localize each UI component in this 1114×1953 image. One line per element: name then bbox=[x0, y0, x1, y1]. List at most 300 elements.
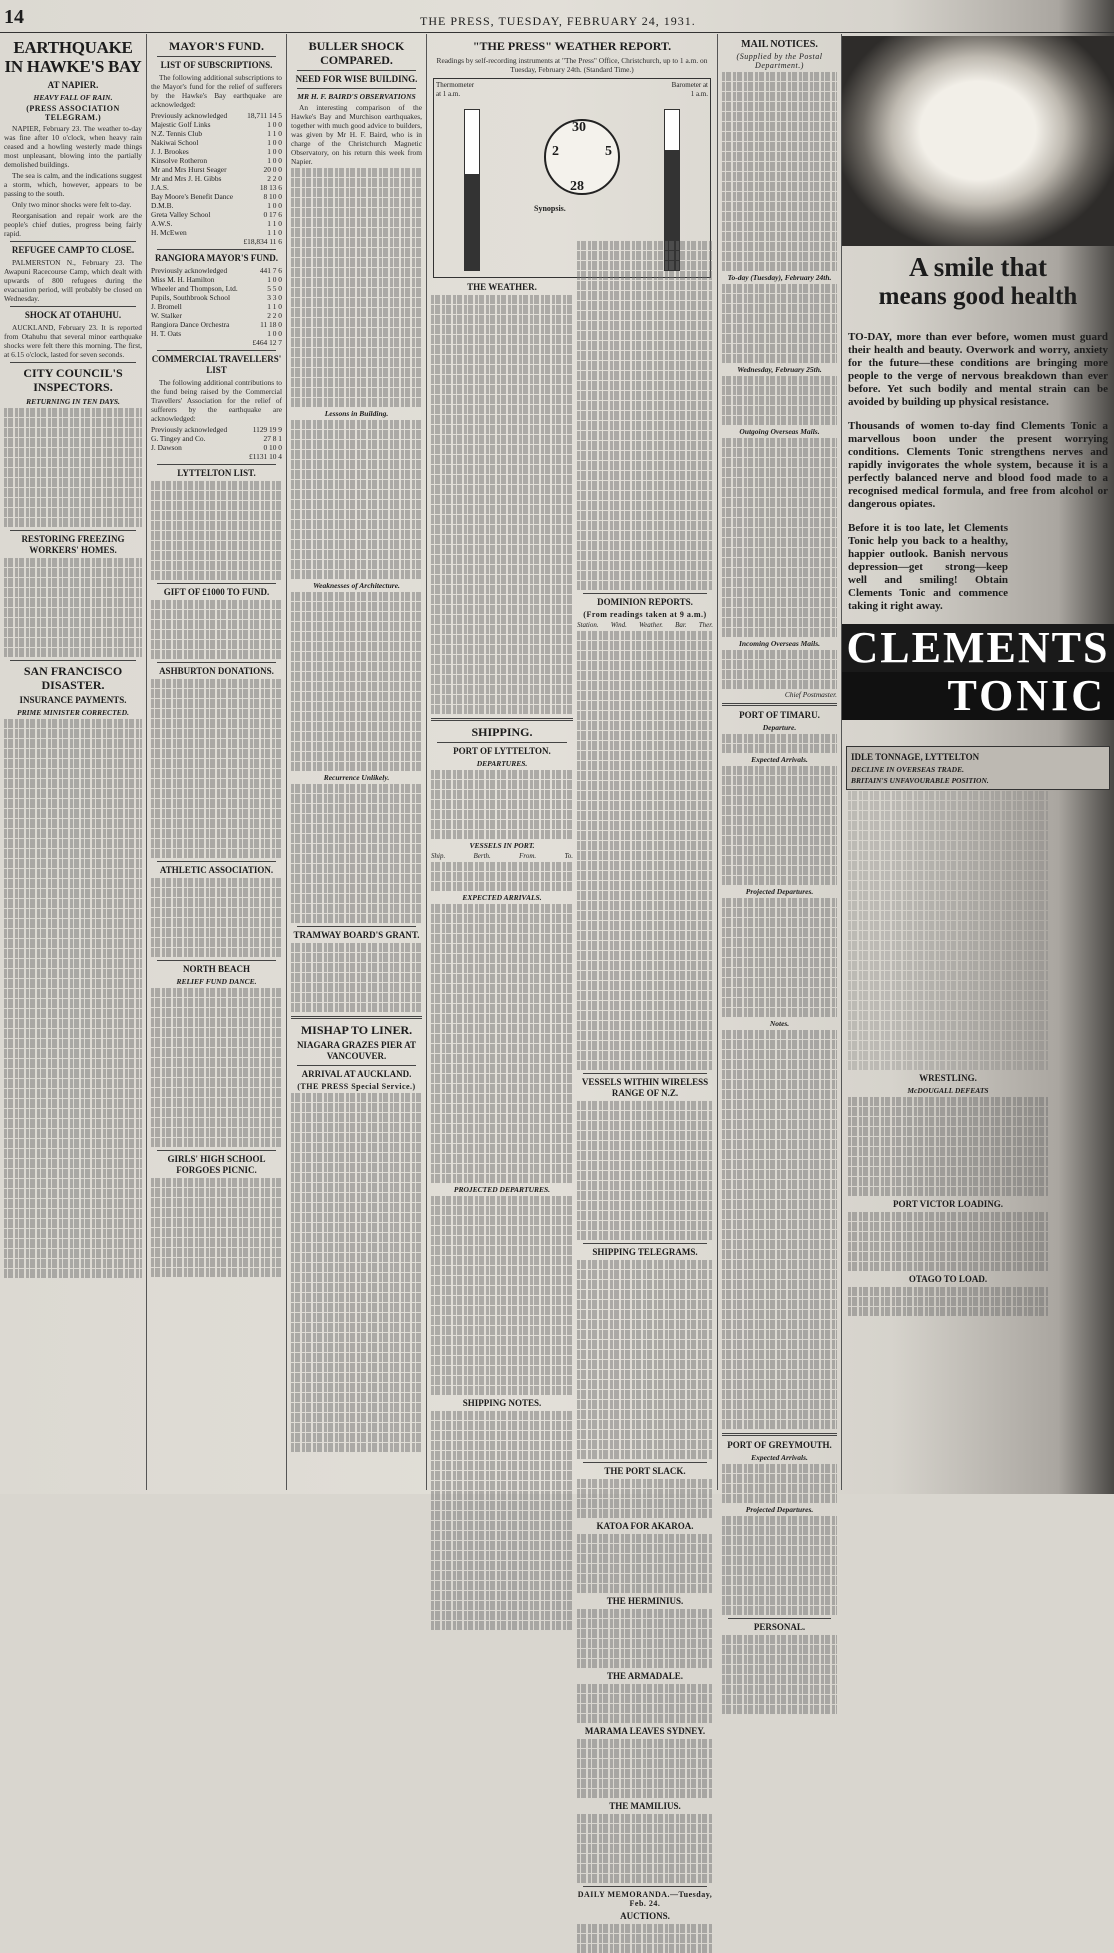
illegible-text-line bbox=[431, 415, 573, 424]
illegible-text-line bbox=[722, 1635, 837, 1644]
illegible-text-line bbox=[848, 1167, 1048, 1176]
subscriber-name: Majestic Golf Links bbox=[151, 120, 211, 129]
illegible-text-line bbox=[4, 939, 142, 948]
illegible-text-line bbox=[722, 876, 837, 885]
illegible-text-line bbox=[577, 1041, 713, 1050]
illegible-text-line bbox=[722, 1420, 837, 1429]
illegible-text-line bbox=[722, 836, 837, 845]
subscription-row bbox=[151, 192, 282, 201]
illegible-text-line bbox=[722, 618, 837, 627]
illegible-text-line bbox=[722, 324, 837, 333]
illegible-text-line bbox=[291, 460, 422, 469]
heading-otago: OTAGO TO LOAD. bbox=[908, 1274, 988, 1284]
illegible-text-line bbox=[291, 814, 422, 823]
illegible-text-line bbox=[4, 1039, 142, 1048]
illegible-text-line bbox=[291, 378, 422, 387]
illegible-text-line bbox=[291, 168, 422, 177]
illegible-text-line bbox=[291, 1133, 422, 1142]
divider bbox=[297, 70, 416, 71]
illegible-text-line bbox=[291, 1383, 422, 1392]
illegible-text-line bbox=[577, 461, 713, 470]
illegible-text-line bbox=[151, 938, 282, 947]
illegible-text-line bbox=[577, 901, 713, 910]
illegible-text-line bbox=[291, 268, 422, 277]
illegible-text-line bbox=[722, 1220, 837, 1229]
illegible-text-line bbox=[291, 228, 422, 237]
illegible-text-line bbox=[722, 1300, 837, 1309]
illegible-text-line bbox=[431, 1346, 573, 1355]
illegible-text-line bbox=[4, 608, 142, 617]
illegible-text-line bbox=[722, 988, 837, 997]
illegible-text-line bbox=[577, 1824, 713, 1833]
divider bbox=[437, 742, 567, 743]
illegible-text-line bbox=[848, 1157, 1048, 1166]
illegible-text-line bbox=[722, 1370, 837, 1379]
heading-city-council: CITY COUNCIL'S INSPECTORS. bbox=[23, 366, 123, 394]
illegible-text-line bbox=[431, 465, 573, 474]
illegible-text-line bbox=[577, 581, 713, 590]
illegible-text-line bbox=[577, 281, 713, 290]
illegible-text-line bbox=[291, 732, 422, 741]
illegible-text-line bbox=[291, 672, 422, 681]
illegible-text-line bbox=[431, 1206, 573, 1215]
illegible-text-line bbox=[722, 488, 837, 497]
illegible-text-line bbox=[577, 1430, 713, 1439]
illegible-text-line bbox=[577, 1051, 713, 1060]
illegible-text-line bbox=[577, 501, 713, 510]
col-header: Ship. bbox=[431, 852, 446, 860]
illegible-text-line bbox=[722, 518, 837, 527]
illegible-text-line bbox=[577, 1001, 713, 1010]
illegible-text-line bbox=[151, 1088, 282, 1097]
subscriber-name: Previously acknowledged bbox=[151, 266, 228, 275]
divider bbox=[722, 1433, 837, 1436]
illegible-text-line bbox=[151, 709, 282, 718]
illegible-text-line bbox=[722, 304, 837, 313]
illegible-text-line bbox=[431, 1316, 573, 1325]
illegible-text-line bbox=[722, 1516, 837, 1525]
illegible-text-line bbox=[722, 1556, 837, 1565]
illegible-text-line bbox=[722, 846, 837, 855]
heading-expected-arrivals: Expected Arrivals. bbox=[751, 755, 808, 764]
subscription-table bbox=[151, 111, 282, 237]
heading-tramway: TRAMWAY BOARD'S GRANT. bbox=[293, 930, 420, 940]
dial-number: 30 bbox=[572, 120, 586, 135]
illegible-text-line bbox=[4, 648, 142, 657]
divider bbox=[10, 241, 136, 242]
illegible-text-line bbox=[431, 705, 573, 714]
postmaster-signoff: Chief Postmaster. bbox=[784, 690, 837, 699]
heading-projected-departures: Projected Departures. bbox=[745, 887, 814, 896]
illegible-text-line bbox=[4, 1209, 142, 1218]
subscriber-name: Mr and Mrs J. H. Gibbs bbox=[151, 174, 222, 183]
illegible-text-line bbox=[151, 511, 282, 520]
illegible-text-line bbox=[722, 478, 837, 487]
illegible-text-line bbox=[722, 508, 837, 517]
illegible-text-line bbox=[431, 1094, 573, 1103]
subscription-row bbox=[151, 174, 282, 183]
illegible-text-line bbox=[431, 615, 573, 624]
illegible-text-line bbox=[577, 1350, 713, 1359]
illegible-text-line bbox=[431, 1441, 573, 1450]
illegible-text-line bbox=[577, 1944, 713, 1953]
illegible-text-line bbox=[151, 1098, 282, 1107]
subscription-amount: 18 13 6 bbox=[259, 183, 282, 192]
divider bbox=[297, 926, 416, 927]
illegible-text-line bbox=[722, 396, 837, 405]
subscription-amount: 1 1 0 bbox=[267, 228, 282, 237]
running-head: THE PRESS, TUESDAY, FEBRUARY 24, 1931. bbox=[420, 14, 696, 28]
illegible-text-line bbox=[848, 951, 1048, 960]
illegible-text-line bbox=[291, 894, 422, 903]
illegible-text-line bbox=[431, 395, 573, 404]
advert-body: Before it is too late, let Clements Tonic help you back to a healthy, happier outlook. Banish nervous depression—get strong—keep well and smiling! Obtain Clements Tonic and commence taking it right away. bbox=[848, 522, 1008, 612]
illegible-text-line bbox=[431, 1266, 573, 1275]
subscriber-name: Mr and Mrs Hurst Seager bbox=[151, 165, 227, 174]
illegible-text-line bbox=[577, 1181, 713, 1190]
divider bbox=[583, 1243, 707, 1244]
illegible-text-line bbox=[722, 1360, 837, 1369]
subscription-total: £1131 10 4 bbox=[249, 452, 282, 461]
illegible-text-line bbox=[577, 991, 713, 1000]
heading-wise-building: NEED FOR WISE BUILDING. bbox=[295, 74, 418, 84]
heading-weaknesses: Weaknesses of Architecture. bbox=[313, 581, 400, 590]
illegible-text-line bbox=[848, 911, 1048, 920]
illegible-text-line bbox=[291, 602, 422, 611]
illegible-text-line bbox=[577, 1021, 713, 1030]
illegible-text-line bbox=[722, 1120, 837, 1129]
subscription-row bbox=[151, 201, 282, 210]
mail-subheading: (Supplied by the Postal Department.) bbox=[736, 52, 823, 70]
subscription-amount: 0 17 6 bbox=[263, 210, 282, 219]
illegible-text-line bbox=[722, 1030, 837, 1039]
illegible-text-line bbox=[291, 530, 422, 539]
illegible-text-line bbox=[4, 1109, 142, 1118]
illegible-text-line bbox=[577, 1684, 713, 1693]
illegible-text-line bbox=[722, 1180, 837, 1189]
subscription-row bbox=[151, 138, 282, 147]
illegible-text-line bbox=[431, 994, 573, 1003]
advert-headline-line2: means good health bbox=[878, 283, 1078, 310]
illegible-text-line bbox=[848, 1222, 1048, 1231]
illegible-text-line bbox=[151, 878, 282, 887]
illegible-text-line bbox=[291, 953, 422, 962]
illegible-text-line bbox=[722, 294, 837, 303]
advert-brand: CLEMENTS bbox=[842, 624, 1114, 672]
column-mayors-fund bbox=[147, 34, 287, 1490]
illegible-text-line bbox=[291, 388, 422, 397]
illegible-text-line bbox=[577, 1479, 713, 1488]
illegible-text-line bbox=[431, 445, 573, 454]
illegible-text-line bbox=[151, 918, 282, 927]
illegible-text-line bbox=[577, 251, 713, 260]
illegible-text-line bbox=[722, 816, 837, 825]
illegible-text-line bbox=[577, 1509, 713, 1518]
illegible-text-line bbox=[4, 1089, 142, 1098]
illegible-text-line bbox=[577, 1260, 713, 1269]
illegible-text-line bbox=[4, 959, 142, 968]
heading-the-weather: THE WEATHER. bbox=[467, 282, 537, 292]
heading-travellers: COMMERCIAL TRAVELLERS' LIST bbox=[151, 354, 282, 375]
illegible-text-line bbox=[722, 1410, 837, 1419]
illegible-text-line bbox=[291, 1233, 422, 1242]
illegible-text-line bbox=[577, 411, 713, 420]
dial-number: 5 bbox=[605, 144, 612, 159]
illegible-text-line bbox=[431, 954, 573, 963]
illegible-text-line bbox=[722, 1596, 837, 1605]
illegible-text-line bbox=[431, 305, 573, 314]
illegible-text-line bbox=[722, 344, 837, 353]
illegible-text-line bbox=[577, 651, 713, 660]
illegible-text-line bbox=[151, 998, 282, 1007]
illegible-text-line bbox=[151, 679, 282, 688]
illegible-text-line bbox=[577, 1420, 713, 1429]
illegible-text-line bbox=[4, 869, 142, 878]
illegible-text-line bbox=[577, 771, 713, 780]
special-service-label: (THE PRESS Special Service.) bbox=[297, 1082, 416, 1091]
subscription-row bbox=[151, 311, 282, 320]
illegible-text-line bbox=[291, 1423, 422, 1432]
illegible-text-line bbox=[291, 1283, 422, 1292]
illegible-text-line bbox=[4, 1129, 142, 1138]
illegible-text-line bbox=[4, 478, 142, 487]
illegible-text-line bbox=[577, 851, 713, 860]
illegible-text-line bbox=[577, 1834, 713, 1843]
illegible-text-line bbox=[291, 1193, 422, 1202]
illegible-text-line bbox=[722, 1290, 837, 1299]
subscription-amount: 1 1 0 bbox=[267, 129, 282, 138]
illegible-text-line bbox=[431, 904, 573, 913]
illegible-text-line bbox=[431, 1134, 573, 1143]
illegible-text-line bbox=[577, 721, 713, 730]
headline-mayors-fund: MAYOR'S FUND. bbox=[169, 39, 264, 53]
divider bbox=[157, 583, 276, 584]
illegible-text-line bbox=[577, 1380, 713, 1389]
illegible-text-line bbox=[848, 841, 1048, 850]
subscriber-name: J. Dawson bbox=[151, 443, 182, 452]
illegible-text-line bbox=[722, 1350, 837, 1359]
divider bbox=[431, 718, 573, 721]
illegible-text-line bbox=[431, 1551, 573, 1560]
illegible-text-line bbox=[577, 1499, 713, 1508]
article-paragraph: NAPIER, February 23. The weather to-day was fine after 10 o'clock, when heavy rain ceased and a howling westerly made things most unpleasant, blowing into the partially demolished buildings. bbox=[4, 124, 142, 169]
illegible-text-line bbox=[722, 1280, 837, 1289]
illegible-text-line bbox=[151, 620, 282, 629]
advert-body: Thousands of women to-day find Clements Tonic a marvellous boon under the present worrying conditions. Clements Tonic strengthens nerves and rapidly invigorates the whole system, because it is a perfectly balanced nerve and blood food made to a recognised medical formula, and free from alcohol or dangerous opiates. bbox=[848, 420, 1108, 510]
illegible-text-line bbox=[722, 786, 837, 795]
subscriber-name: Pupils, Southbrook School bbox=[151, 293, 231, 302]
illegible-text-line bbox=[291, 864, 422, 873]
illegible-text-line bbox=[4, 779, 142, 788]
illegible-text-line bbox=[291, 1373, 422, 1382]
column-dominion-reports bbox=[573, 238, 718, 1921]
heading-recurrence: Recurrence Unlikely. bbox=[323, 773, 390, 782]
illegible-text-line bbox=[291, 1183, 422, 1192]
illegible-text-line bbox=[848, 1031, 1048, 1040]
illegible-text-line bbox=[431, 295, 573, 304]
subscriber-name: Previously acknowledged bbox=[151, 111, 228, 120]
illegible-text-line bbox=[291, 662, 422, 671]
illegible-text-line bbox=[151, 640, 282, 649]
illegible-text-line bbox=[4, 498, 142, 507]
illegible-text-line bbox=[577, 1151, 713, 1160]
divider bbox=[10, 306, 136, 307]
illegible-text-line bbox=[4, 618, 142, 627]
illegible-text-line bbox=[722, 1050, 837, 1059]
illegible-text-line bbox=[722, 458, 837, 467]
subscriber-name: Greta Valley School bbox=[151, 210, 211, 219]
illegible-text-line bbox=[431, 1296, 573, 1305]
illegible-text-line bbox=[577, 301, 713, 310]
illegible-text-line bbox=[577, 731, 713, 740]
illegible-text-line bbox=[848, 1212, 1048, 1221]
heading-mcdougall: McDOUGALL DEFEATS bbox=[907, 1086, 989, 1095]
illegible-text-line bbox=[848, 861, 1048, 870]
illegible-text-line bbox=[431, 1366, 573, 1375]
heading-baird: MR H. F. BAIRD'S OBSERVATIONS bbox=[297, 92, 416, 101]
illegible-text-line bbox=[577, 1410, 713, 1419]
heading-armadale: THE ARMADALE. bbox=[606, 1671, 683, 1681]
heading-decline-trade: DECLINE IN OVERSEAS TRADE. bbox=[851, 765, 964, 774]
illegible-text-line bbox=[431, 1501, 573, 1510]
illegible-text-line bbox=[431, 565, 573, 574]
divider bbox=[157, 464, 276, 465]
illegible-text-line bbox=[722, 112, 837, 121]
illegible-text-line bbox=[4, 1189, 142, 1198]
illegible-text-line bbox=[722, 354, 837, 363]
illegible-text-line bbox=[4, 1069, 142, 1078]
illegible-text-line bbox=[577, 1400, 713, 1409]
illegible-text-line bbox=[291, 784, 422, 793]
woman-portrait-image bbox=[842, 36, 1114, 246]
col-header: Weather. bbox=[638, 621, 664, 629]
illegible-text-line bbox=[577, 1290, 713, 1299]
subscriber-name: J.A.S. bbox=[151, 183, 169, 192]
illegible-text-line bbox=[431, 685, 573, 694]
divider bbox=[728, 1618, 831, 1619]
illegible-text-line bbox=[151, 521, 282, 530]
illegible-text-line bbox=[4, 999, 142, 1008]
illegible-text-line bbox=[431, 1356, 573, 1365]
illegible-text-line bbox=[291, 1403, 422, 1412]
illegible-text-line bbox=[4, 789, 142, 798]
divider bbox=[157, 56, 276, 57]
illegible-text-line bbox=[577, 1031, 713, 1040]
illegible-text-line bbox=[722, 438, 837, 447]
illegible-text-line bbox=[291, 248, 422, 257]
illegible-text-line bbox=[151, 1018, 282, 1027]
illegible-text-line bbox=[577, 921, 713, 930]
illegible-text-line bbox=[151, 630, 282, 639]
subscription-row bbox=[151, 165, 282, 174]
illegible-text-line bbox=[848, 1061, 1048, 1070]
illegible-text-line bbox=[151, 819, 282, 828]
illegible-text-line bbox=[577, 1704, 713, 1713]
illegible-text-line bbox=[291, 622, 422, 631]
illegible-text-line bbox=[722, 1150, 837, 1159]
illegible-text-line bbox=[722, 1100, 837, 1109]
illegible-text-line bbox=[431, 1531, 573, 1540]
illegible-text-line bbox=[848, 921, 1048, 930]
illegible-text-line bbox=[291, 218, 422, 227]
illegible-text-line bbox=[151, 1048, 282, 1057]
illegible-text-line bbox=[577, 241, 713, 250]
illegible-text-line bbox=[848, 901, 1048, 910]
illegible-text-line bbox=[722, 1330, 837, 1339]
illegible-text-line bbox=[577, 311, 713, 320]
illegible-text-line bbox=[4, 739, 142, 748]
illegible-text-line bbox=[4, 1149, 142, 1158]
subscription-row bbox=[151, 293, 282, 302]
col-header: Wind. bbox=[610, 621, 627, 629]
illegible-text-line bbox=[848, 1001, 1048, 1010]
illegible-text-line bbox=[577, 1390, 713, 1399]
illegible-text-line bbox=[4, 418, 142, 427]
illegible-text-line bbox=[4, 1029, 142, 1038]
illegible-text-line bbox=[431, 605, 573, 614]
illegible-text-line bbox=[431, 1004, 573, 1013]
divider bbox=[583, 593, 707, 594]
subscription-row bbox=[151, 329, 282, 338]
illegible-text-line bbox=[577, 361, 713, 370]
illegible-text-line bbox=[291, 188, 422, 197]
illegible-text-line bbox=[431, 1064, 573, 1073]
illegible-text-line bbox=[577, 1554, 713, 1563]
illegible-text-line bbox=[431, 944, 573, 953]
illegible-text-line bbox=[151, 1078, 282, 1087]
illegible-text-line bbox=[291, 1333, 422, 1342]
synopsis-heading: Synopsis. bbox=[534, 204, 566, 213]
subscription-row bbox=[151, 302, 282, 311]
illegible-text-line bbox=[151, 1128, 282, 1137]
illegible-text-line bbox=[722, 734, 837, 743]
illegible-text-line bbox=[577, 1121, 713, 1130]
illegible-text-line bbox=[577, 971, 713, 980]
heading-mamilius: THE MAMILIUS. bbox=[609, 1801, 681, 1811]
illegible-text-line bbox=[291, 1443, 422, 1452]
illegible-text-line bbox=[4, 1019, 142, 1028]
illegible-text-line bbox=[722, 192, 837, 201]
illegible-text-line bbox=[151, 531, 282, 540]
divider bbox=[157, 1150, 276, 1151]
illegible-text-line bbox=[577, 1231, 713, 1240]
illegible-text-line bbox=[151, 600, 282, 609]
illegible-text-line bbox=[722, 334, 837, 343]
illegible-text-line bbox=[577, 1061, 713, 1070]
illegible-text-line bbox=[431, 485, 573, 494]
illegible-text-line bbox=[577, 1864, 713, 1873]
dominion-subheading: (From readings taken at 9 a.m.) bbox=[583, 610, 707, 619]
illegible-text-line bbox=[577, 481, 713, 490]
illegible-text-line bbox=[151, 689, 282, 698]
subscription-amount: 1 0 0 bbox=[267, 275, 282, 284]
illegible-text-line bbox=[291, 1143, 422, 1152]
illegible-text-line bbox=[4, 1199, 142, 1208]
illegible-text-line bbox=[722, 1390, 837, 1399]
illegible-text-line bbox=[577, 1201, 713, 1210]
heading-auctions: AUCTIONS. bbox=[620, 1911, 670, 1921]
heading-relief-dance: RELIEF FUND DANCE. bbox=[176, 977, 257, 986]
illegible-text-line bbox=[577, 671, 713, 680]
illegible-text-line bbox=[848, 961, 1048, 970]
subscription-row bbox=[151, 156, 282, 165]
illegible-text-line bbox=[431, 385, 573, 394]
divider bbox=[157, 662, 276, 663]
illegible-text-line bbox=[722, 744, 837, 753]
illegible-text-line bbox=[431, 425, 573, 434]
illegible-text-line bbox=[848, 1232, 1048, 1241]
illegible-text-line bbox=[577, 391, 713, 400]
